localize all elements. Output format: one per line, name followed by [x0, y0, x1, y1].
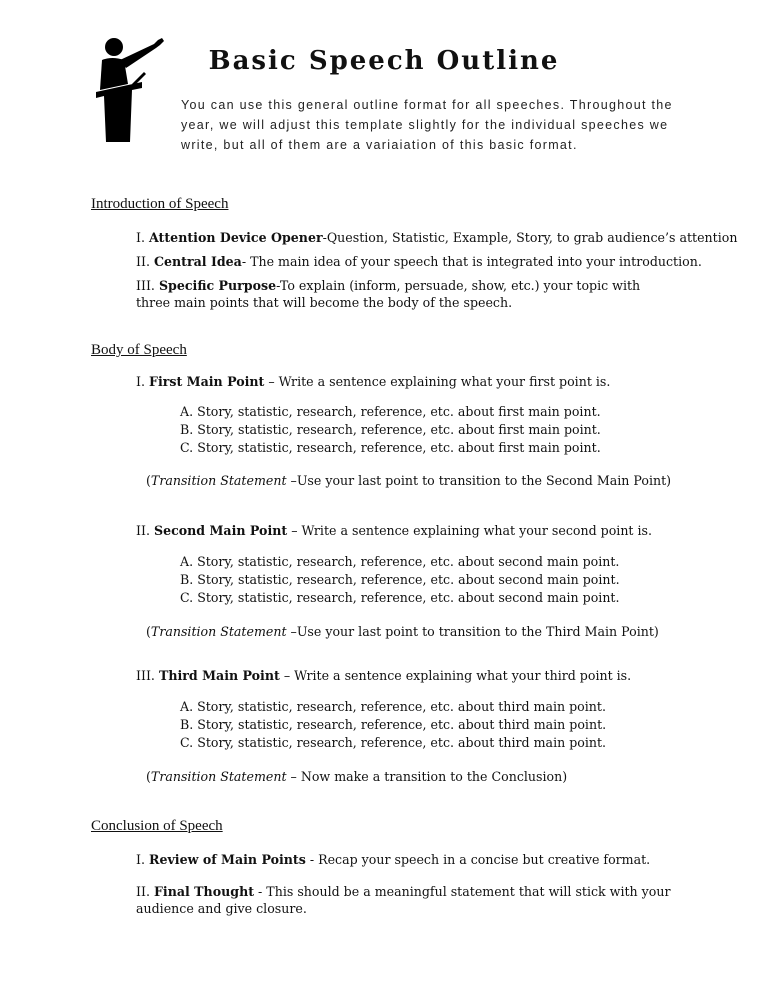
body-point-3 [136, 668, 631, 683]
transition-label: Transition Statement [150, 769, 287, 784]
transition-text: – Now make a transition to the Conclusion) [286, 769, 568, 784]
body-point-1 [136, 374, 610, 389]
point-label: Second Main Point [153, 523, 288, 538]
intro-item-2 [136, 254, 702, 269]
item-label: Specific Purpose [158, 278, 277, 293]
point-label: Third Main Point [158, 668, 280, 683]
item-label: Review of Main Points [149, 852, 306, 867]
point-text: – Write a sentence explaining what your third point is. [279, 668, 632, 683]
item-numeral: I. [136, 852, 145, 867]
sub-point: A. Story, statistic, research, reference, etc. about second main point. [180, 554, 620, 569]
sub-point: C. Story, statistic, research, reference, etc. about third main point. [180, 735, 607, 750]
item-numeral: II. [136, 254, 150, 269]
item-text: -Question, Statistic, Example, Story, to grab audience’s attention [322, 230, 738, 245]
body-point-2 [136, 523, 652, 538]
intro-paragraph: You can use this general outline format for all speeches. Throughout the year, we will adjust this template slightly for the individual speeches we write, but all of them are a variaiation of this basic format. [181, 98, 673, 152]
point-text: – Write a sentence explaining what your second point is. [287, 523, 652, 538]
intro-item-1 [136, 230, 737, 245]
item-numeral: III. [136, 278, 155, 293]
sub-point: B. Story, statistic, research, reference, etc. about second main point. [180, 572, 620, 587]
sub-point: C. Story, statistic, research, reference, etc. about second main point. [180, 590, 620, 605]
item-numeral: I. [136, 230, 145, 245]
point-label: First Main Point [149, 374, 265, 389]
point-numeral: II. [136, 523, 150, 538]
transition-statement-3 [146, 769, 567, 784]
point-numeral: III. [136, 668, 155, 683]
section-heading-conclusion: Conclusion of Speech [91, 818, 223, 834]
sub-point: B. Story, statistic, research, reference, etc. about third main point. [180, 717, 607, 732]
item-label: Final Thought [153, 884, 255, 899]
item-numeral: II. [136, 884, 150, 899]
section-heading-body: Body of Speech [91, 342, 187, 358]
point-numeral: I. [136, 374, 145, 389]
transition-statement-1 [146, 473, 671, 488]
item-text: -To explain (inform, persuade, show, etc.) your topic with three main points that will become the body of the speech. [136, 278, 641, 310]
paren: ( [146, 769, 151, 784]
transition-label: Transition Statement [150, 473, 287, 488]
paren: ( [146, 473, 151, 488]
section-heading-introduction: Introduction of Speech [91, 196, 229, 212]
item-label: Attention Device Opener [149, 230, 323, 245]
sub-point: B. Story, statistic, research, reference, etc. about first main point. [180, 422, 601, 437]
conclusion-item-1 [136, 852, 650, 867]
transition-label: Transition Statement [150, 624, 287, 639]
intro-item-3 [136, 277, 676, 311]
page-title: Basic Speech Outline [208, 46, 560, 76]
item-label: Central Idea [153, 254, 242, 269]
conclusion-item-2 [136, 883, 692, 917]
paren: ( [146, 624, 151, 639]
sub-point: A. Story, statistic, research, reference, etc. about first main point. [180, 404, 601, 419]
transition-text: –Use your last point to transition to the Third Main Point) [286, 624, 659, 639]
point-text: – Write a sentence explaining what your first point is. [264, 374, 611, 389]
item-text: - This should be a meaningful statement that will stick with your audience and give closure. [136, 884, 671, 916]
item-text: - Recap your speech in a concise but creative format. [305, 852, 651, 867]
item-text: - The main idea of your speech that is integrated into your introduction. [241, 254, 702, 269]
transition-text: –Use your last point to transition to the Second Main Point) [286, 473, 672, 488]
transition-statement-2 [146, 624, 659, 639]
sub-point: C. Story, statistic, research, reference, etc. about first main point. [180, 440, 601, 455]
sub-point: A. Story, statistic, research, reference, etc. about third main point. [180, 699, 606, 714]
